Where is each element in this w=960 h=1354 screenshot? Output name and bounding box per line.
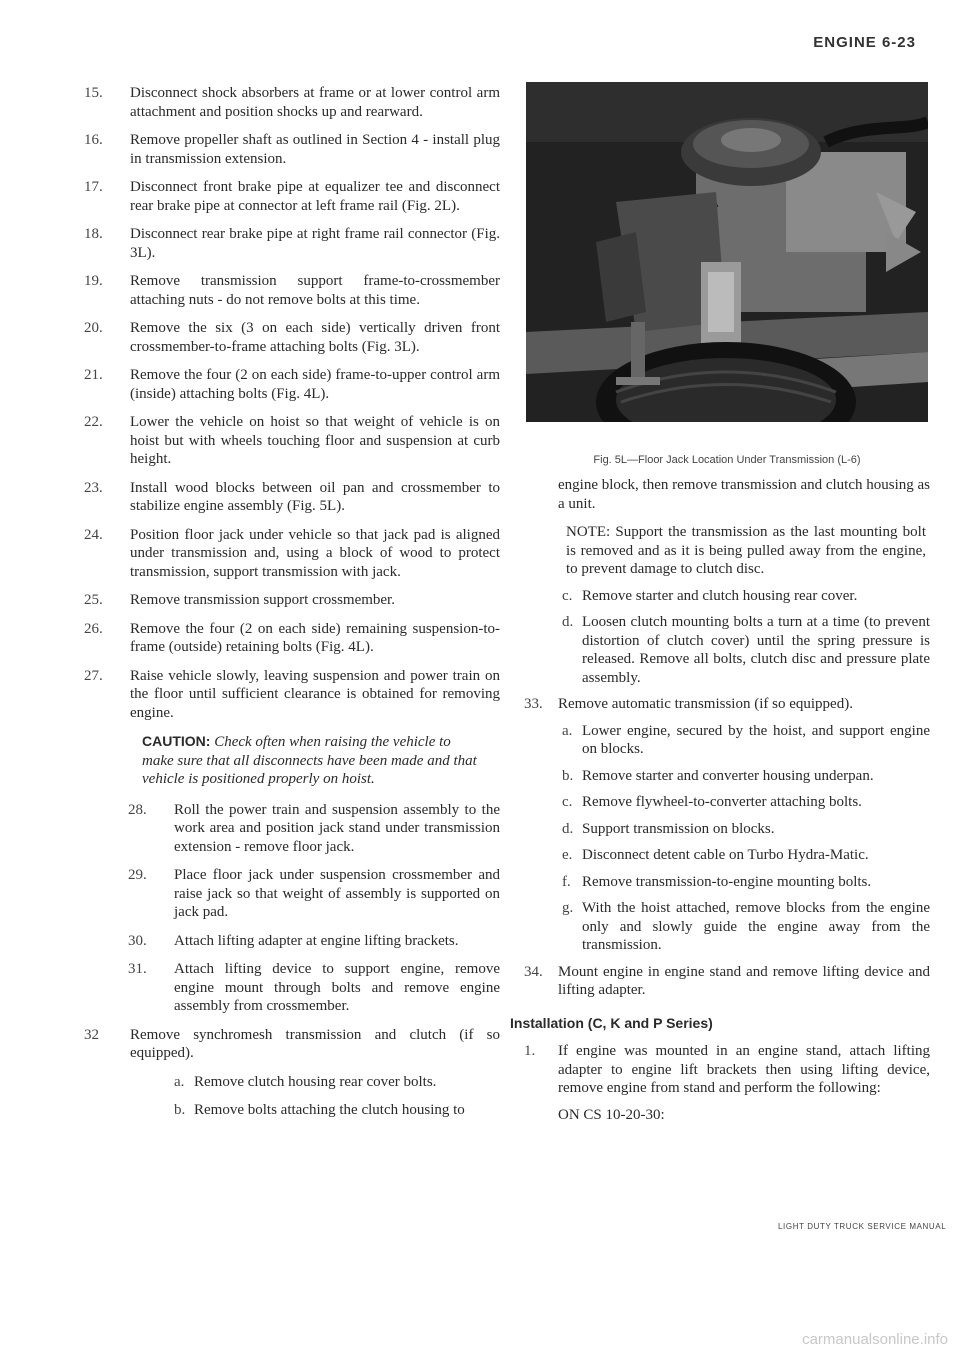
step-text: Attach lifting adapter at engine lifting brackets. (174, 932, 459, 949)
step-item (128, 801, 500, 857)
figure-caption: Fig. 5L—Floor Jack Location Under Transmission (L-6) (593, 454, 861, 466)
step-item (84, 413, 500, 469)
step-number: 18. (84, 226, 103, 242)
step-text: Remove the four (2 on each side) remaining suspension-to-frame (outside) retaining bolts (Fig. 4L). (130, 620, 500, 655)
step-item (562, 587, 930, 606)
step-text: Raise vehicle slowly, leaving suspension and power train on the floor until sufficient clearance is obtained for removing engine. (130, 667, 500, 721)
step-number: 30. (128, 932, 147, 949)
step-number: 26. (84, 620, 103, 637)
step-number: a. (562, 722, 573, 739)
step-text: Roll the power train and suspension assembly to the work area and position jack stand under transmission extension - remove floor jack. (174, 801, 500, 855)
step-item (562, 820, 930, 839)
step-item (128, 960, 500, 1016)
step-item (84, 479, 500, 516)
step-item (84, 225, 500, 262)
step-number: 34. (524, 963, 543, 980)
step-number: 20. (84, 320, 103, 336)
step-number: 33. (524, 696, 543, 712)
step-item (174, 1073, 500, 1092)
step-number: d. (562, 820, 574, 837)
step-text: Mount engine in engine stand and remove lifting device and lifting adapter. (558, 963, 930, 998)
page-header (813, 34, 916, 51)
step-number: 21. (84, 367, 103, 383)
step-item (84, 366, 500, 403)
step-text: Remove flywheel-to-converter attaching bolts. (582, 794, 862, 810)
step-number: b. (174, 1102, 186, 1118)
step-text: Remove the six (3 on each side) vertically driven front crossmember-to-frame attaching bolts (Fig. 3L). (130, 320, 500, 355)
page-number: 6-23 (881, 34, 916, 51)
continued-text: engine block, then remove transmission and clutch housing as a unit. (558, 477, 931, 512)
step-item (84, 526, 500, 582)
step-item (562, 613, 930, 687)
step-text: Place floor jack under suspension crossmember and raise jack so that weight of assembly is supported on jack pad. (174, 867, 500, 920)
step-item (524, 695, 930, 714)
step-item (174, 1101, 500, 1120)
step-text: Position floor jack under vehicle so that jack pad is aligned under transmission and, using a block of wood to protect transmission, support transmission with jack. (130, 526, 500, 580)
step-number: g. (562, 900, 574, 916)
step-text: Lower engine, secured by the hoist, and support engine on blocks. (582, 722, 930, 757)
step-text: Remove starter and clutch housing rear cover. (582, 587, 858, 604)
caution-box (142, 732, 482, 789)
step-number: 16. (84, 132, 103, 148)
step-number: 32 (84, 1026, 99, 1043)
step-item (84, 272, 500, 309)
step-item (84, 178, 500, 215)
step-item (84, 84, 500, 121)
step-text: Disconnect front brake pipe at equalizer tee and disconnect rear brake pipe at connector at left frame rail (Fig. 2L). (130, 179, 500, 214)
step-number: c. (562, 587, 573, 604)
step-number: 28. (128, 801, 147, 818)
step-number: e. (562, 847, 573, 863)
step-text: Remove starter and converter housing underpan. (582, 767, 874, 784)
left-column (84, 84, 500, 1130)
step-item (562, 722, 930, 759)
step-number: 25. (84, 592, 103, 608)
step-item (84, 591, 500, 610)
step-number: 27. (84, 667, 103, 684)
step-number: f. (562, 873, 571, 890)
step-number: 17. (84, 179, 103, 195)
step-text: Support transmission on blocks. (582, 820, 775, 837)
step-number: 24. (84, 526, 103, 543)
step-item (562, 793, 930, 812)
step-text: Disconnect shock absorbers at frame or at lower control arm attachment and position shocks up and rearward. (130, 85, 500, 120)
step-item (562, 899, 930, 955)
step-text: If engine was mounted in an engine stand, attach lifting adapter to engine lift brackets then using lifting device, remove engine from stand and perform the following: (558, 1043, 930, 1096)
step-item (84, 319, 500, 356)
caution-text: Check often when raising the vehicle to make sure that all disconnects have been made and that vehicle is positioned properly on hoist. (142, 734, 477, 787)
step-number: 22. (84, 414, 103, 430)
step-item (562, 767, 930, 786)
step-item (524, 1042, 930, 1098)
step-number: b. (562, 767, 574, 784)
step-text: Loosen clutch mounting bolts a turn at a time (to prevent distortion of clutch cover) until the spring pressure is released. Remove all bolts, clutch disc and pressure plate assembly. (582, 614, 930, 686)
step-number: d. (562, 614, 574, 630)
step-number: 1. (524, 1043, 536, 1059)
step-number: c. (562, 794, 573, 810)
step-text: Attach lifting device to support engine, remove engine mount through bolts and remove engine assembly from crossmember. (174, 961, 500, 1014)
note-paragraph: NOTE: Support the transmission as the last mounting bolt is removed and as it is being pulled away from the engine, to prevent damage to clutch disc. (566, 524, 926, 577)
step-text: Lower the vehicle on hoist so that weight of vehicle is on hoist but with wheels touching floor and suspension at curb height. (130, 414, 500, 467)
step-number: a. (174, 1073, 185, 1090)
step-item (562, 846, 930, 865)
section-heading: Installation (C, K and P Series) (510, 1014, 713, 1031)
step-item (84, 131, 500, 168)
step-number: 15. (84, 85, 103, 101)
model-line: ON CS 10-20-30: (558, 1106, 665, 1123)
step-item (84, 667, 500, 723)
step-text: Disconnect rear brake pipe at right frame rail connector (Fig. 3L). (130, 226, 500, 261)
step-item (128, 932, 500, 951)
step-text: Remove transmission support crossmember. (130, 592, 395, 608)
step-number: 31. (128, 961, 147, 977)
step-item (524, 963, 930, 1000)
step-text: Remove automatic transmission (if so equipped). (558, 696, 853, 712)
step-item (562, 873, 930, 892)
page-footer: LIGHT DUTY TRUCK SERVICE MANUAL (778, 1222, 947, 1231)
step-text: With the hoist attached, remove blocks from the engine only and slowly guide the engine away from the transmission. (582, 900, 930, 953)
section-title: ENGINE (813, 34, 877, 51)
step-item (84, 1026, 500, 1063)
watermark: carmanualsonline.info (802, 1331, 948, 1348)
step-text: Install wood blocks between oil pan and crossmember to stabilize engine assembly (Fig. 5L). (130, 479, 500, 514)
step-text: Remove clutch housing rear cover bolts. (194, 1073, 437, 1090)
step-text: Disconnect detent cable on Turbo Hydra-Matic. (582, 847, 869, 863)
step-text: Remove bolts attaching the clutch housing to (194, 1102, 465, 1118)
step-number: 29. (128, 867, 147, 883)
step-text: Remove transmission support frame-to-crossmember attaching nuts - do not remove bolts at this time. (130, 273, 500, 308)
step-number: 19. (84, 273, 103, 289)
engine-photo (526, 82, 928, 422)
caution-label: CAUTION: (142, 733, 211, 749)
step-text: Remove synchromesh transmission and clutch (if so equipped). (130, 1026, 500, 1061)
step-item (128, 866, 500, 922)
step-item (84, 620, 500, 657)
right-column (510, 476, 930, 1124)
step-number: 23. (84, 479, 103, 496)
step-text: Remove transmission-to-engine mounting bolts. (582, 873, 872, 890)
step-text: Remove propeller shaft as outlined in Section 4 - install plug in transmission extension. (130, 132, 500, 167)
step-text: Remove the four (2 on each side) frame-to-upper control arm (inside) attaching bolts (Fig. 4L). (130, 367, 500, 402)
